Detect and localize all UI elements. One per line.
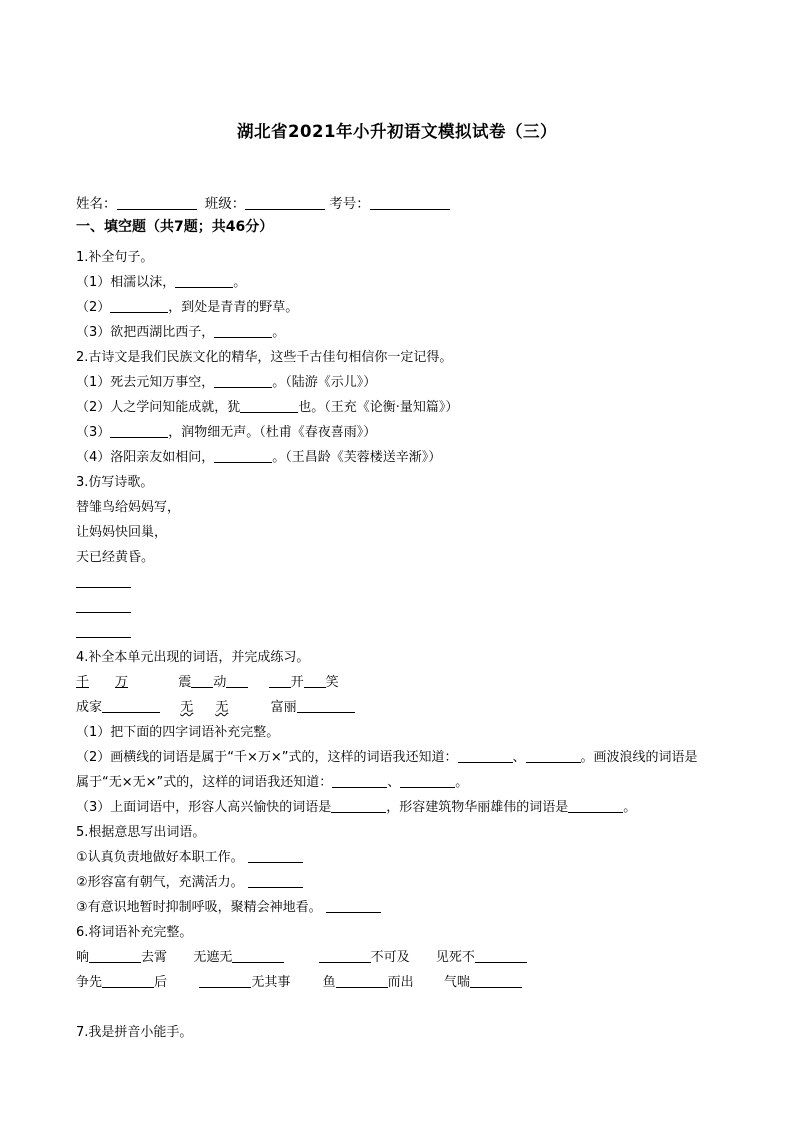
answer-blank[interactable] [102,973,154,988]
name-label: 姓名： [76,196,117,212]
exam-number-blank[interactable] [370,195,450,210]
q6-row2: 争先 后 无其事 鱼 而出 气喘 [76,973,522,993]
answer-blank[interactable] [240,398,298,413]
q3-poem-line: 天已经黄昏。 [76,550,155,565]
exam-number-label: 考号： [329,196,370,212]
q4-words-row1 [76,673,339,693]
q2-sub2: （2）人之学问知能成就，犹 也。（王充《论衡·量知篇》） [76,400,459,415]
q3-stem: 3.仿写诗歌。 [76,475,154,490]
answer-blank[interactable] [470,973,522,988]
answer-blank[interactable] [526,748,581,763]
answer-blank[interactable] [269,673,291,688]
name-blank[interactable] [117,195,197,210]
student-info-row [76,192,454,212]
word-item: 成家 [76,700,160,715]
q1-sub3: （3）欲把西湖比西子， 。 [76,325,286,340]
answer-blank[interactable] [319,948,371,963]
q4-words-row2 [76,698,355,718]
page-title: 湖北省2021年小升初语文模拟试卷（三） [237,122,557,141]
q5-stem: 5.根据意思写出词语。 [76,825,206,840]
answer-blank[interactable] [214,373,272,388]
q3-answer-line [76,573,131,593]
q4-stem: 4.补全本单元出现的词语，并完成练习。 [76,650,310,665]
answer-blank[interactable] [297,698,355,713]
word-item: 震 动 [178,675,248,690]
answer-blank[interactable] [175,273,233,288]
answer-blank[interactable] [332,773,387,788]
answer-blank[interactable] [226,673,248,688]
answer-blank[interactable] [191,673,213,688]
q7-stem: 7.我是拼音小能手。 [76,1025,193,1040]
answer-blank[interactable] [76,573,131,588]
word-item: 富丽 [271,700,355,715]
q2-sub3: （3） ，润物细无声。（杜甫《春夜喜雨》） [76,425,377,440]
q1-sub2: （2） ，到处是青青的野草。 [76,300,299,315]
answer-blank[interactable] [76,623,131,638]
answer-blank[interactable] [458,748,513,763]
answer-blank[interactable] [76,598,131,613]
q5-sub3: ③有意识地暂时抑制呼吸，聚精会神地看。 [76,898,381,918]
word-item: 千 万 [76,675,129,690]
q5-sub2: ②形容富有朝气，充满活力。 [76,873,303,893]
q3-answer-line [76,623,131,643]
q4-sub1: （1）把下面的四字词语补充完整。 [76,725,280,740]
class-label: 班级： [204,196,246,212]
answer-blank[interactable] [475,948,527,963]
answer-blank[interactable] [326,898,381,913]
q3-answer-line [76,598,131,618]
answer-blank[interactable] [248,873,303,888]
section-heading: 一、填空题（共7题；共46分） [76,219,274,235]
answer-blank[interactable] [199,973,251,988]
q2-sub4: （4）洛阳亲友如相问， 。（王昌龄《芙蓉楼送辛渐》） [76,450,442,465]
answer-blank[interactable] [89,948,141,963]
answer-blank[interactable] [304,673,326,688]
q5-sub1: ①认真负责地做好本职工作。 [76,848,303,868]
answer-blank[interactable] [110,298,168,313]
answer-blank[interactable] [568,798,623,813]
word-item: 无 无 [180,700,229,715]
q4-sub2-cont: 属于“无×无×”式的，这样的词语我还知道： 、 。 [76,775,469,790]
answer-blank[interactable] [214,448,272,463]
q6-stem: 6.将词语补充完整。 [76,925,193,940]
answer-blank[interactable] [336,973,388,988]
q6-row1: 响 去霄 无遮无 不可及 见死不 [76,948,527,968]
q4-sub3: （3）上面词语中，形容人高兴愉快的词语是 ，形容建筑物华丽雄伟的词语是 。 [76,800,637,815]
answer-blank[interactable] [214,323,272,338]
q2-sub1: （1）死去元知万事空， 。（陆游《示儿》） [76,375,377,390]
answer-blank[interactable] [400,773,455,788]
q1-stem: 1.补全句子。 [76,250,154,265]
class-blank[interactable] [245,195,325,210]
q4-sub2: （2）画横线的词语是属于“千×万×”式的，这样的词语我还知道： 、 。画波浪线的词语是 [76,750,698,765]
answer-blank[interactable] [102,698,160,713]
answer-blank[interactable] [110,423,168,438]
q3-poem-line: 让妈妈快回巢， [76,525,168,540]
q1-sub1: （1）相濡以沫， 。 [76,275,247,290]
answer-blank[interactable] [232,948,284,963]
answer-blank[interactable] [248,848,303,863]
q2-stem: 2.古诗文是我们民族文化的精华，这些千古佳句相信你一定记得。 [76,350,453,365]
q3-poem-line: 替雏鸟给妈妈写， [76,500,181,515]
answer-blank[interactable] [331,798,386,813]
word-item: 开 笑 [269,675,339,690]
